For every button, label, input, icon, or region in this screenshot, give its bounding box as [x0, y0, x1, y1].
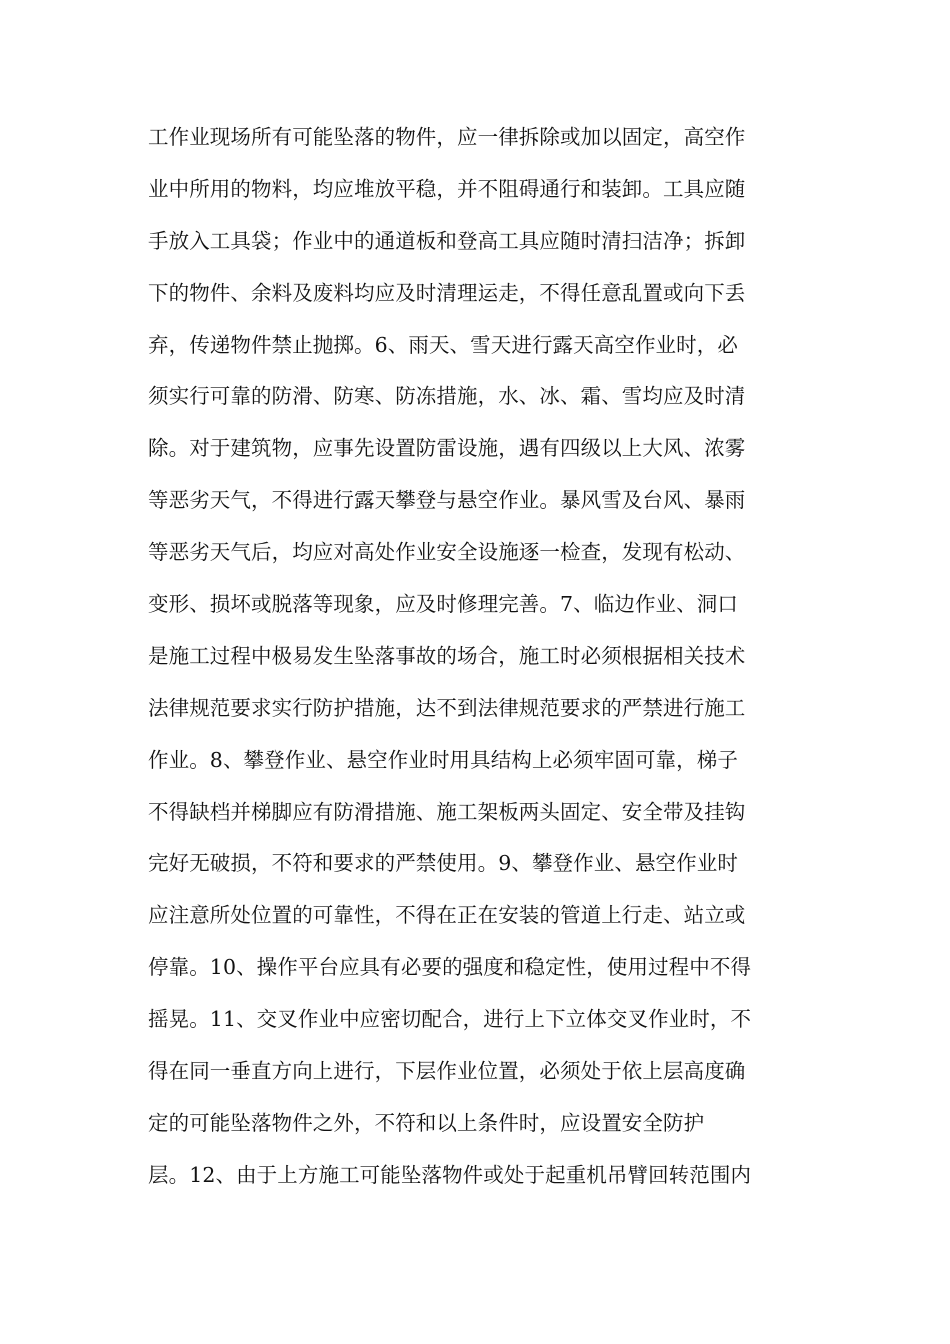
text-line: 是施工过程中极易发生坠落事故的场合，施工时必须根据相关技术 [148, 643, 746, 668]
text-line: 法律规范要求实行防护措施，达不到法律规范要求的严禁进行施工 [148, 695, 746, 720]
text-line: 业中所用的物料，均应堆放平稳，并不阻碍通行和装卸。工具应随 [148, 176, 746, 201]
text-line: 弃，传递物件禁止抛掷。6、雨天、雪天进行露天高空作业时，必 [148, 332, 738, 357]
text-line: 定的可能坠落物件之外，不符和以上条件时，应设置安全防护 [148, 1110, 705, 1135]
text-line: 摇晃。11、交叉作业中应密切配合，进行上下立体交叉作业时，不 [148, 1007, 752, 1032]
text-line: 层。12、由于上方施工可能坠落物件或处于起重机吊臂回转范围内 [148, 1162, 752, 1187]
text-line: 得在同一垂直方向上进行，下层作业位置，必须处于依上层高度确 [148, 1059, 746, 1084]
text-line: 变形、损坏或脱落等现象，应及时修理完善。7、临边作业、洞口 [148, 592, 738, 617]
body-text [148, 119, 808, 1209]
text-line: 手放入工具袋；作业中的通道板和登高工具应随时清扫洁净；拆卸 [148, 228, 746, 253]
text-line: 工作业现场所有可能坠落的物件，应一律拆除或加以固定，高空作 [148, 125, 746, 149]
text-line: 作业。8、攀登作业、悬空作业时用具结构上必须牢固可靠，梯子 [148, 747, 738, 772]
text-line: 等恶劣天气，不得进行露天攀登与悬空作业。暴风雪及台风、暴雨 [148, 488, 746, 513]
text-line: 停靠。10、操作平台应具有必要的强度和稳定性，使用过程中不得 [148, 955, 752, 980]
text-line: 须实行可靠的防滑、防寒、防冻措施，水、冰、霜、雪均应及时清 [148, 384, 746, 409]
text-line: 不得缺档并梯脚应有防滑措施、施工架板两头固定、安全带及挂钩 [148, 799, 746, 824]
text-line: 除。对于建筑物，应事先设置防雷设施，遇有四级以上大风、浓雾 [148, 436, 746, 461]
text-line: 下的物件、余料及废料均应及时清理运走，不得任意乱置或向下丢 [148, 280, 746, 305]
text-line: 应注意所处位置的可靠性，不得在正在安装的管道上行走、站立或 [148, 903, 746, 928]
text-line: 完好无破损，不符和要求的严禁使用。9、攀登作业、悬空作业时 [148, 851, 738, 876]
text-line: 等恶劣天气后，均应对高处作业安全设施逐一检查，发现有松动、 [148, 540, 746, 565]
